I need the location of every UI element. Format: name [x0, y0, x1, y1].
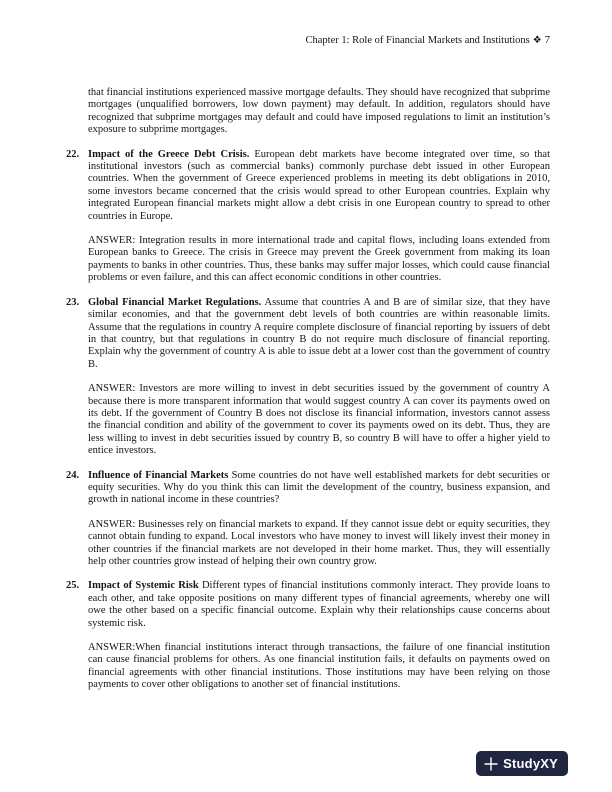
item-number: 23.: [66, 296, 80, 308]
page-header: [61, 35, 550, 47]
studyxy-logo: [476, 751, 568, 776]
question-title: Influence of Financial Markets: [88, 469, 229, 481]
question-item-25: [66, 580, 550, 691]
logo-text: StudyXY: [503, 756, 558, 771]
item-number: 22.: [66, 148, 80, 160]
answer-text: ANSWER:When financial institutions interact through transactions, the failure of one financial institution can cause financial problems for others. As one financial institution fails, it defaults on payments owed on financial agreements with other financial institutions. Those institutions may have been relying on those payments to cover other obligations to another set of financial institutions.: [88, 642, 550, 691]
question-item-24: [66, 469, 550, 569]
question-body: Some countries do not have well established markets for debt securities or equity securities. Why do you think this can limit the development of the country, business expansion, and growth in national income in these countries?: [88, 469, 550, 506]
question-body: European debt markets have become integrated over time, so that institutional investors (such as commercial banks) commonly purchase debt issued in other European countries. When the government of Greece experienced problems in meeting its debt obligations in 2010, some investors became concerned that the crisis would spread to other European countries. Explain why integrated European financial markets might allow a debt crisis in one European country to spread to other countries in Europe.: [88, 148, 550, 222]
chapter-title: Chapter 1: Role of Financial Markets and Institutions: [305, 35, 530, 46]
diamond-icon: ❖: [532, 35, 542, 46]
question-text: [88, 580, 550, 630]
item-number: 25.: [66, 580, 80, 592]
question-title: Impact of the Greece Debt Crisis.: [88, 148, 250, 160]
item-number: 24.: [66, 469, 80, 481]
question-body: Assume that countries A and B are of similar size, that they have similar economies, and that the government debt levels of both countries are within reasonable limits. Assume that the regulations in country A require complete disclosure of financial reporting by issuers of debt in that country, but that regulations in country B do not require much disclosure of financial reporting. Explain why the government of country A is able to issue debt at a lower cost than the government of country B.: [88, 296, 550, 370]
question-text: [88, 149, 550, 223]
page-content: [66, 87, 550, 704]
continuation-paragraph: that financial institutions experienced massive mortgage defaults. They should have recognized that subprime mortgages (unqualified borrowers, low down payment) may default. In addition, regulators should have recognized that subprime mortgages may default and could have imposed regulations to limit an institution’s exposure to subprime mortgages.: [88, 87, 550, 136]
question-text: [88, 297, 550, 371]
plus-icon: [484, 757, 498, 771]
question-title: Global Financial Market Regulations.: [88, 296, 262, 308]
answer-text: ANSWER: Integration results in more international trade and capital flows, including loans extended from European banks to Greece. The crisis in Greece may prevent the Greek government from making its loan payments to banks in other countries. Thus, these banks may suffer major losses, which could cause financial problems or even failure, and this can affect economic conditions in other countries.: [88, 235, 550, 284]
question-item-22: [66, 148, 550, 285]
answer-text: ANSWER: Investors are more willing to invest in debt securities issued by the government of country A because there is more transparent information that would suggest country A can cover its payments owed on its debt. If the government of Country B does not disclose its financial information, investors cannot assess the financial condition and ability of the government to cover its payments owed on its debt. Thus, they are less willing to invest in debt securities issued by country B, so country B will have to offer a higher yield to entice investors.: [88, 383, 550, 457]
page-number: 7: [544, 35, 550, 46]
answer-text: ANSWER: Businesses rely on financial markets to expand. If they cannot issue debt or equity securities, they cannot obtain funding to expand. Local investors who have money to invest will likely invest their money in other countries if the financial markets are not developed in their home market. Thus, they will essentially help other countries grow instead of helping their own country grow.: [88, 518, 550, 567]
question-text: [88, 470, 550, 507]
question-title: Impact of Systemic Risk: [88, 580, 199, 592]
question-item-23: [66, 296, 550, 458]
question-body: Different types of financial institutions commonly interact. They provide loans to each other, and take opposite positions on many different types of financial agreements, whereby one will owe the other based on a specific financial outcome. Explain why their relationships cause concerns about systemic risk.: [88, 580, 550, 629]
